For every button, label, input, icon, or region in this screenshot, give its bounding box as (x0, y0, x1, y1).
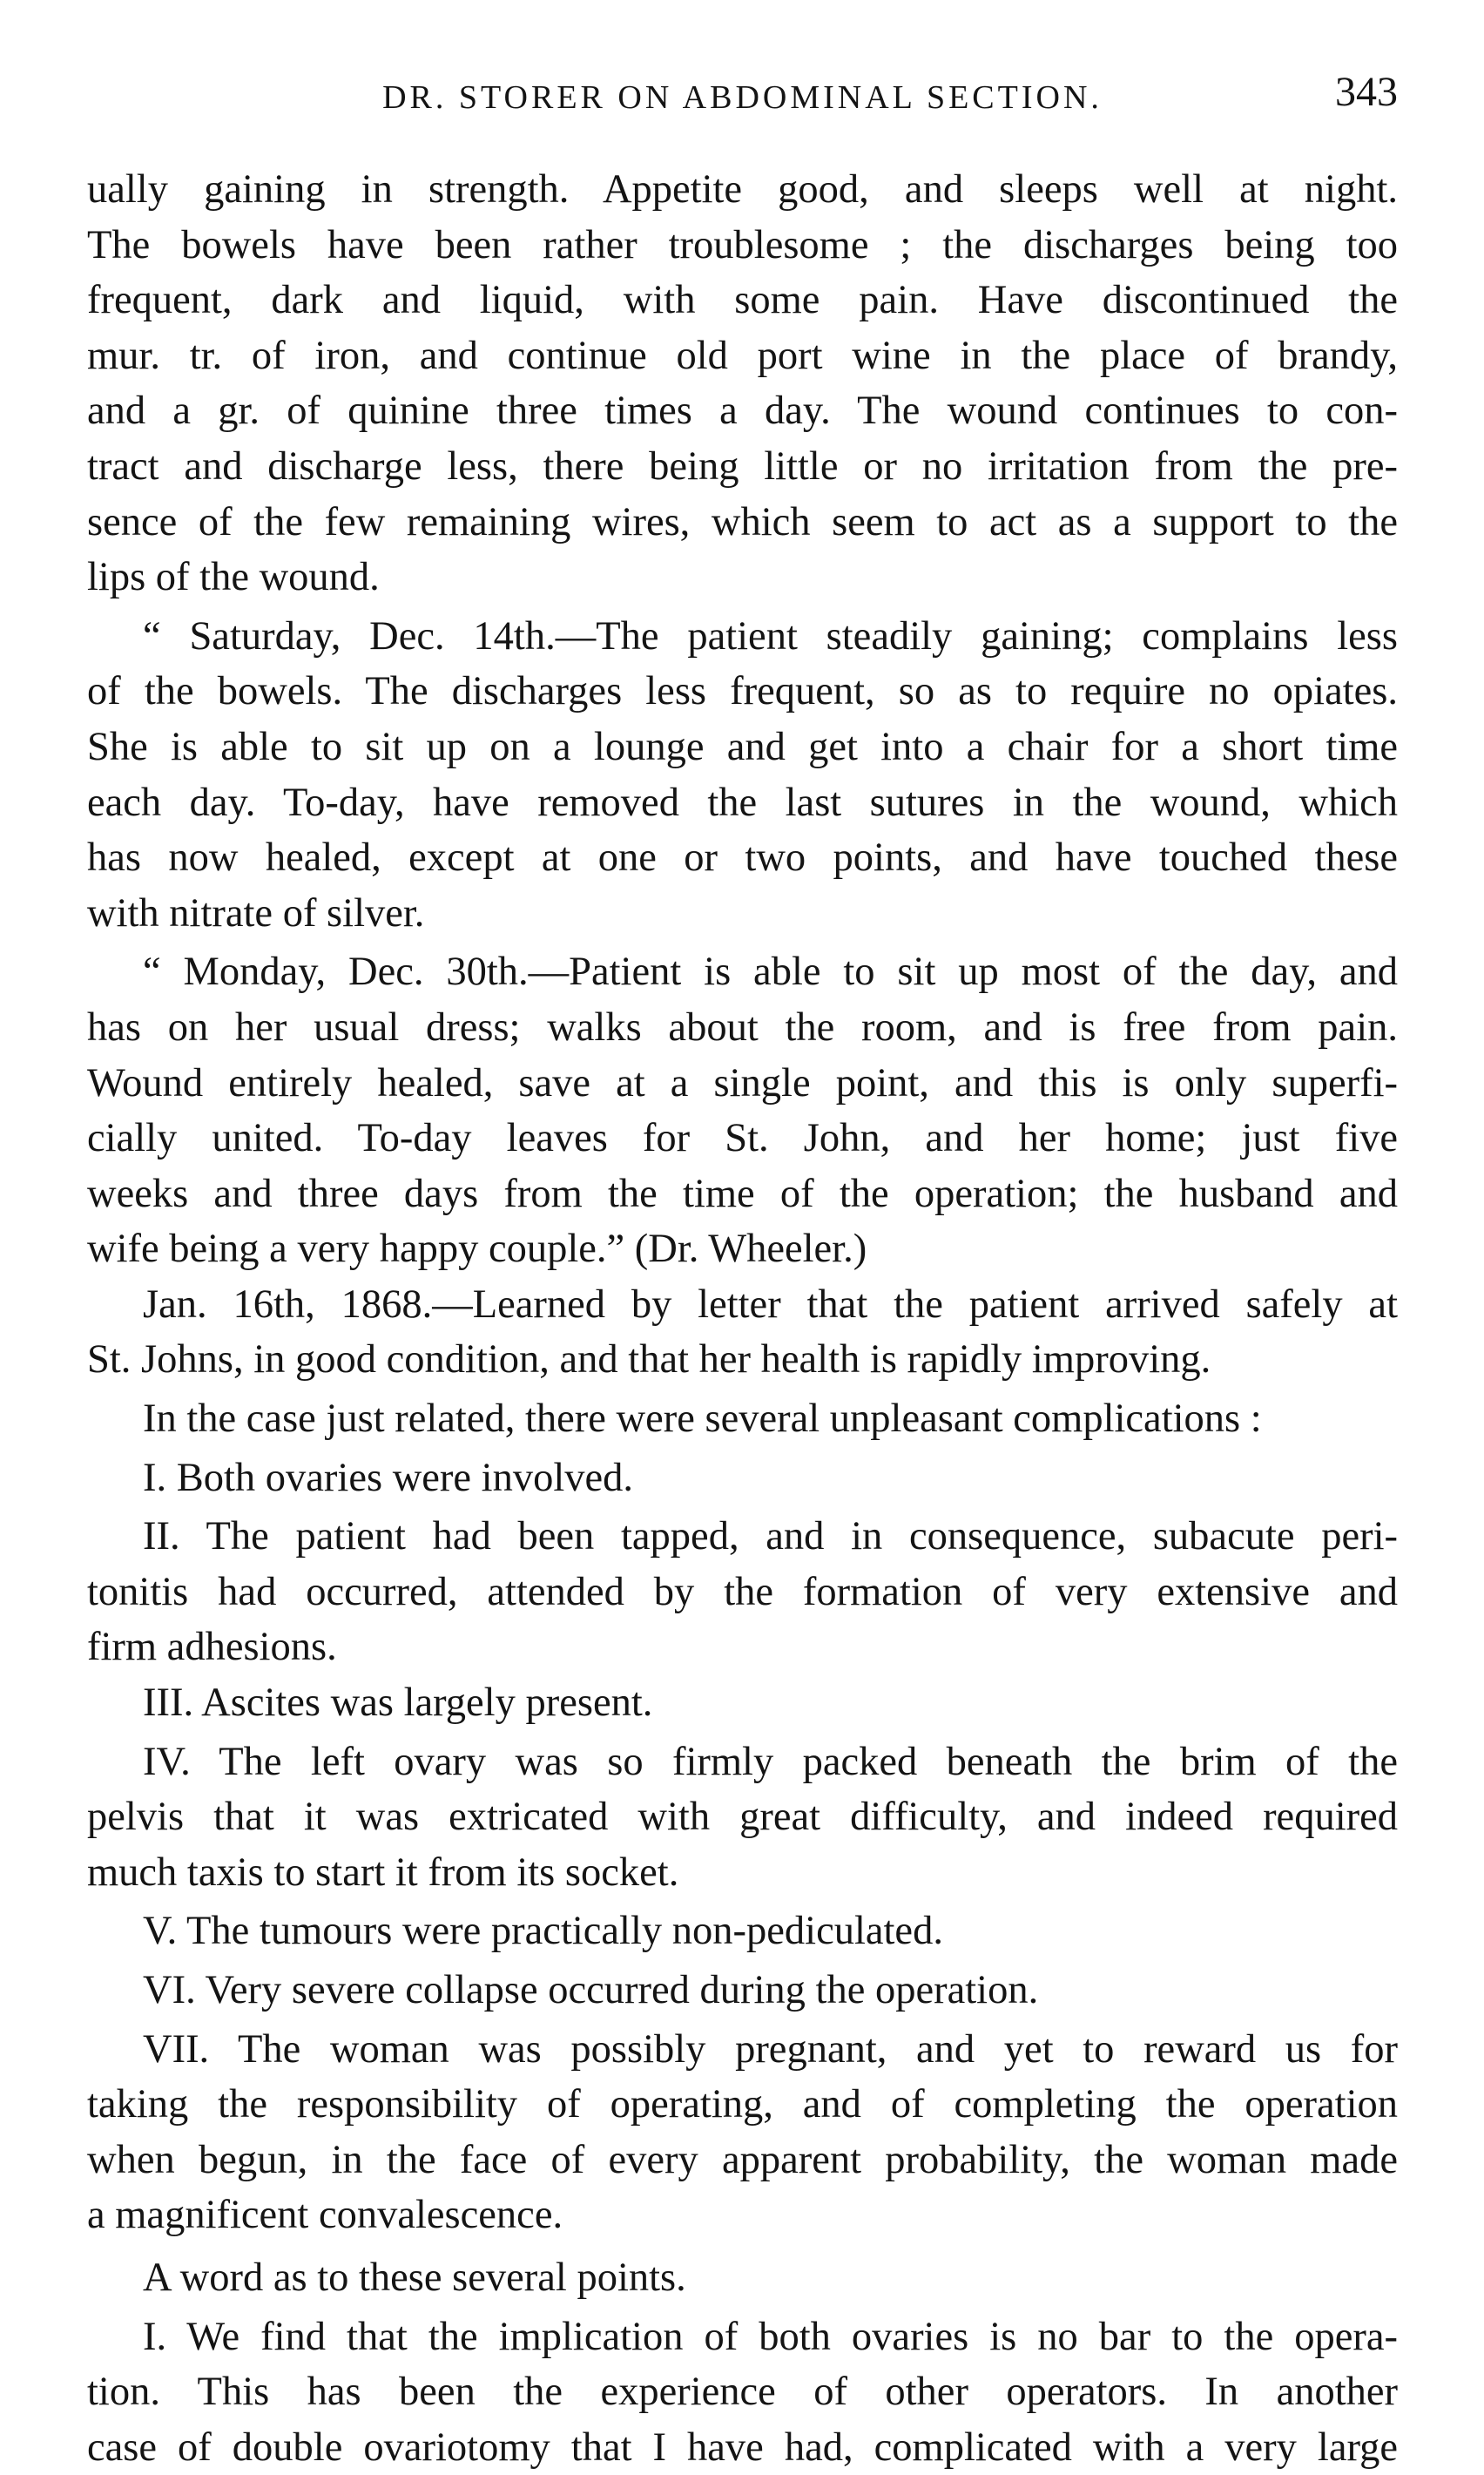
text-line: St. Johns, in good condition, and that her health is rapidly improving. (87, 1337, 1211, 1383)
text-line: tract and discharge less, there being little or no irritation from the pre- (87, 443, 1398, 489)
text-line: of the bowels. The discharges less frequent, so as to require no opiates. (87, 669, 1398, 714)
text-line: has on her usual dress; walks about the room, and is free from pain. (87, 1004, 1398, 1050)
paragraph-p1 (87, 162, 1398, 605)
text-line: sence of the few remaining wires, which seem to act as a support to the (87, 499, 1398, 544)
paragraph-p11 (87, 1963, 1398, 2019)
paragraph-p14 (87, 2309, 1398, 2475)
text-line: case of double ovariotomy that I have had, complicated with a very large (87, 2424, 1398, 2470)
text-line: I. We find that the implication of both ovaries is no bar to the opera- (143, 2314, 1398, 2359)
text-line: weeks and three days from the time of the operation; the husband and (87, 1171, 1398, 1216)
text-line: She is able to sit up on a lounge and get into a chair for a short time (87, 724, 1398, 769)
running-head: DR. STORER ON ABDOMINAL SECTION. (382, 79, 1103, 116)
paragraph-p7 (87, 1509, 1398, 1675)
page-header (87, 68, 1398, 129)
text-line: when begun, in the face of every apparent probability, the woman made (87, 2137, 1398, 2182)
text-line: tonitis had occurred, attended by the formation of very extensive and (87, 1569, 1398, 1614)
text-line: a magnificent convalescence. (87, 2193, 563, 2238)
text-line: “ Saturday, Dec. 14th.—The patient steadily gaining; complains less (143, 613, 1398, 659)
paragraph-p12 (87, 2022, 1398, 2243)
text-line: each day. To-day, have removed the last sutures in the wound, which (87, 780, 1398, 825)
text-line: II. The patient had been tapped, and in consequence, subacute peri- (143, 1514, 1398, 1559)
text-line: A word as to these several points. (143, 2255, 686, 2300)
text-line: and a gr. of quinine three times a day. The wound continues to con- (87, 389, 1398, 434)
text-line: VII. The woman was possibly pregnant, and yet to reward us for (143, 2026, 1398, 2072)
paragraph-p4 (87, 1277, 1398, 1388)
text-line: ually gaining in strength. Appetite good, and sleeps well at night. (87, 167, 1398, 212)
text-line: pelvis that it was extricated with great difficulty, and indeed required (87, 1795, 1398, 1840)
text-line: I. Both ovaries were involved. (143, 1455, 634, 1500)
text-line: Wound entirely healed, save at a single point, and this is only superfi- (87, 1060, 1398, 1106)
text-line: frequent, dark and liquid, with some pain. Have discontinued the (87, 278, 1398, 323)
text-line: wife being a very happy couple.” (Dr. Wheeler.) (87, 1227, 867, 1272)
text-line: V. The tumours were practically non-pediculated. (143, 1909, 943, 1954)
text-line: with nitrate of silver. (87, 890, 425, 936)
text-line: tion. This has been the experience of other operators. In another (87, 2370, 1398, 2415)
body-text (87, 162, 1398, 2475)
page-number: 343 (1335, 69, 1398, 115)
text-line: The bowels have been rather troublesome ; the discharges being too (87, 222, 1398, 267)
paragraph-p10 (87, 1904, 1398, 1959)
text-line: cially united. To-day leaves for St. John, and her home; just five (87, 1116, 1398, 1161)
text-line: III. Ascites was largely present. (143, 1680, 653, 1726)
text-line: lips of the wound. (87, 555, 380, 600)
text-line: In the case just related, there were several unpleasant complications : (143, 1396, 1262, 1442)
text-line: Jan. 16th, 1868.—Learned by letter that the patient arrived safely at (143, 1281, 1398, 1327)
text-line: taking the responsibility of operating, and of completing the operation (87, 2082, 1398, 2127)
paragraph-p13 (87, 2250, 1398, 2306)
text-line: has now healed, except at one or two points, and have touched these (87, 835, 1398, 881)
text-line: mur. tr. of iron, and continue old port wine in the place of brandy, (87, 333, 1398, 378)
text-line: much taxis to start it from its socket. (87, 1849, 679, 1895)
paragraph-p2 (87, 609, 1398, 942)
text-line: IV. The left ovary was so firmly packed beneath the brim of the (143, 1739, 1398, 1784)
paragraph-p9 (87, 1735, 1398, 1901)
text-line: “ Monday, Dec. 30th.—Patient is able to sit up most of the day, and (143, 950, 1398, 995)
text-line: VI. Very severe collapse occurred during the operation. (143, 1968, 1039, 2012)
text-line: firm adhesions. (87, 1625, 337, 1670)
paragraph-p5 (87, 1391, 1398, 1447)
paragraph-p6 (87, 1451, 1398, 1506)
paragraph-p8 (87, 1675, 1398, 1731)
paragraph-p3 (87, 944, 1398, 1277)
